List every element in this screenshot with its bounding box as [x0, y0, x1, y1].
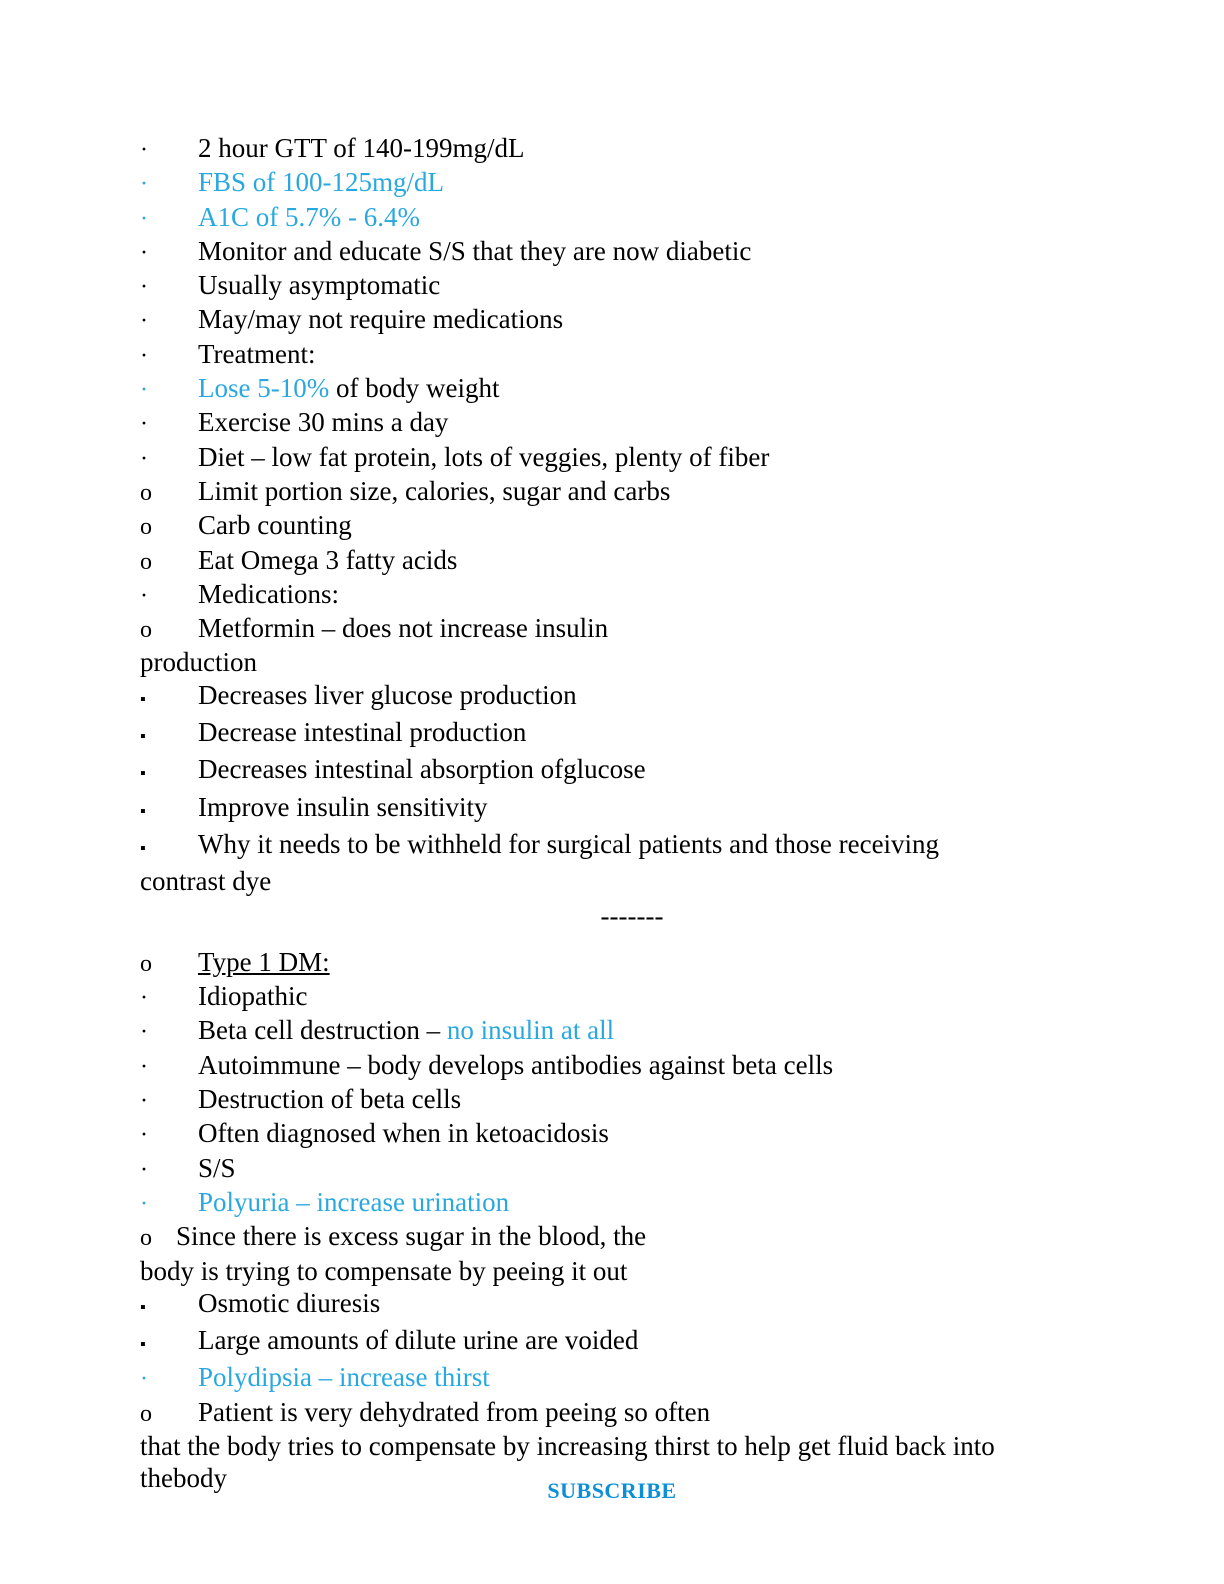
line-text: Treatment: [198, 338, 316, 369]
list-item [140, 1430, 1124, 1462]
o-bullet-marker: o [140, 1225, 152, 1252]
line-text: Metformin – does not increase insulin [198, 613, 609, 644]
list-item [140, 716, 1124, 753]
line-text: that the body tries to compensate by increasing thirst to help get fluid back into [140, 1430, 995, 1461]
square-bullet-marker: ▪ [140, 1336, 146, 1354]
list-item [140, 338, 1124, 372]
list-item [140, 509, 1124, 543]
dot-bullet-marker: · [140, 377, 148, 404]
line-text: Beta cell destruction – no insulin at all [198, 1015, 615, 1046]
line-text: body is trying to compensate by peeing it out [140, 1255, 628, 1286]
list-item [140, 1083, 1124, 1117]
list-item [140, 201, 1124, 235]
dot-bullet-marker: · [140, 1366, 148, 1393]
dot-bullet-marker: · [140, 239, 148, 266]
line-text: Decrease intestinal production [198, 717, 527, 748]
dot-bullet-marker: · [140, 137, 148, 163]
dot-bullet-marker: · [140, 1190, 148, 1217]
line-text: Monitor and educate S/S that they are now diabetic [198, 235, 752, 266]
line-text: Lose 5-10% of body weight [198, 373, 500, 404]
line-text: May/may not require medications [198, 304, 564, 335]
dot-bullet-marker: · [140, 171, 148, 198]
dot-bullet-marker: · [140, 1088, 148, 1115]
line-text: contrast dye [140, 866, 272, 897]
list-item [140, 612, 1124, 646]
list-item [140, 1220, 1124, 1254]
list-item [140, 406, 1124, 440]
list-item [140, 166, 1124, 200]
dot-bullet-marker: · [140, 582, 148, 609]
dot-bullet-marker: · [140, 1053, 148, 1080]
list-item [140, 1287, 1124, 1324]
list-item [140, 269, 1124, 303]
line-text: A1C of 5.7% - 6.4% [198, 201, 420, 232]
line-text: FBS of 100-125mg/dL [198, 167, 445, 198]
list-item [140, 1014, 1124, 1048]
square-bullet-marker: ▪ [140, 839, 146, 857]
list-item [140, 679, 1124, 716]
line-text: ------- [600, 900, 664, 931]
o-bullet-marker: o [140, 479, 152, 506]
o-bullet-marker: o [140, 950, 152, 977]
dot-bullet-marker: · [140, 274, 148, 301]
square-bullet-marker: ▪ [140, 728, 146, 746]
list-item [140, 544, 1124, 578]
line-text: 2 hour GTT of 140-199mg/dL [198, 133, 525, 163]
list-item [140, 1396, 1124, 1430]
dot-bullet-marker: · [140, 1156, 148, 1183]
line-text: thebody [140, 1463, 227, 1494]
o-bullet-marker: o [140, 1400, 152, 1427]
square-bullet-marker: ▪ [140, 1298, 146, 1316]
line-text: Large amounts of dilute urine are voided [198, 1325, 639, 1356]
list-item [140, 1324, 1124, 1361]
line-text: Improve insulin sensitivity [198, 791, 488, 822]
square-bullet-marker: ▪ [140, 802, 146, 820]
list-item [140, 828, 1124, 865]
o-bullet-marker: o [140, 548, 152, 575]
line-text: Idiopathic [198, 981, 308, 1012]
list-item [140, 900, 1124, 932]
dot-bullet-marker: · [140, 1019, 148, 1046]
line-text: Medications: [198, 578, 339, 609]
list-item [140, 791, 1124, 828]
list-item [140, 1117, 1124, 1151]
line-text: Diet – low fat protein, lots of veggies, plenty of fiber [198, 441, 770, 472]
dot-bullet-marker: · [140, 985, 148, 1012]
line-text: S/S [198, 1152, 236, 1183]
line-text: Destruction of beta cells [198, 1084, 462, 1115]
line-text: Autoimmune – body develops antibodies against beta cells [198, 1049, 834, 1080]
list-item [140, 1361, 1124, 1395]
line-text: Osmotic diuresis [198, 1287, 381, 1318]
list-item [140, 1152, 1124, 1186]
line-text: Patient is very dehydrated from peeing so often [198, 1396, 711, 1427]
dot-bullet-marker: · [140, 205, 148, 232]
list-item [140, 475, 1124, 509]
line-text: Often diagnosed when in ketoacidosis [198, 1118, 609, 1149]
list-item [140, 235, 1124, 269]
list-item [140, 753, 1124, 790]
line-text: Limit portion size, calories, sugar and carbs [198, 475, 671, 506]
list-item [140, 303, 1124, 337]
list-item [140, 946, 1124, 980]
square-bullet-marker: ▪ [140, 690, 146, 708]
list-item [140, 372, 1124, 406]
list-item [140, 865, 1124, 897]
line-text: Eat Omega 3 fatty acids [198, 544, 458, 575]
line-text: Type 1 DM: [198, 946, 330, 977]
list-item [140, 132, 1124, 166]
square-bullet-marker: ▪ [140, 765, 146, 783]
list-item [140, 1255, 1124, 1287]
line-text: Carb counting [198, 510, 352, 541]
line-text: Decreases liver glucose production [198, 679, 577, 710]
notes-list [140, 132, 1124, 1495]
list-item [140, 980, 1124, 1014]
dot-bullet-marker: · [140, 342, 148, 369]
line-text: Polydipsia – increase thirst [198, 1362, 490, 1393]
line-text: Exercise 30 mins a day [198, 407, 449, 438]
o-bullet-marker: o [140, 617, 152, 644]
line-text: Decreases intestinal absorption ofglucose [198, 754, 646, 785]
dot-bullet-marker: · [140, 1122, 148, 1149]
dot-bullet-marker: · [140, 445, 148, 472]
list-item [140, 578, 1124, 612]
line-text: production [140, 647, 257, 678]
list-item [140, 441, 1124, 475]
list-item [140, 1186, 1124, 1220]
list-item [140, 1049, 1124, 1083]
o-bullet-marker: o [140, 514, 152, 541]
line-text: Polyuria – increase urination [198, 1186, 510, 1217]
subscribe-link[interactable]: SUBSCRIBE [547, 1478, 677, 1503]
dot-bullet-marker: · [140, 308, 148, 335]
dot-bullet-marker: · [140, 411, 148, 438]
line-text: Since there is excess sugar in the blood, the [176, 1221, 647, 1252]
list-item [140, 646, 1124, 678]
line-text: Usually asymptomatic [198, 270, 441, 301]
line-text: Why it needs to be withheld for surgical patients and those receiving [198, 828, 940, 859]
